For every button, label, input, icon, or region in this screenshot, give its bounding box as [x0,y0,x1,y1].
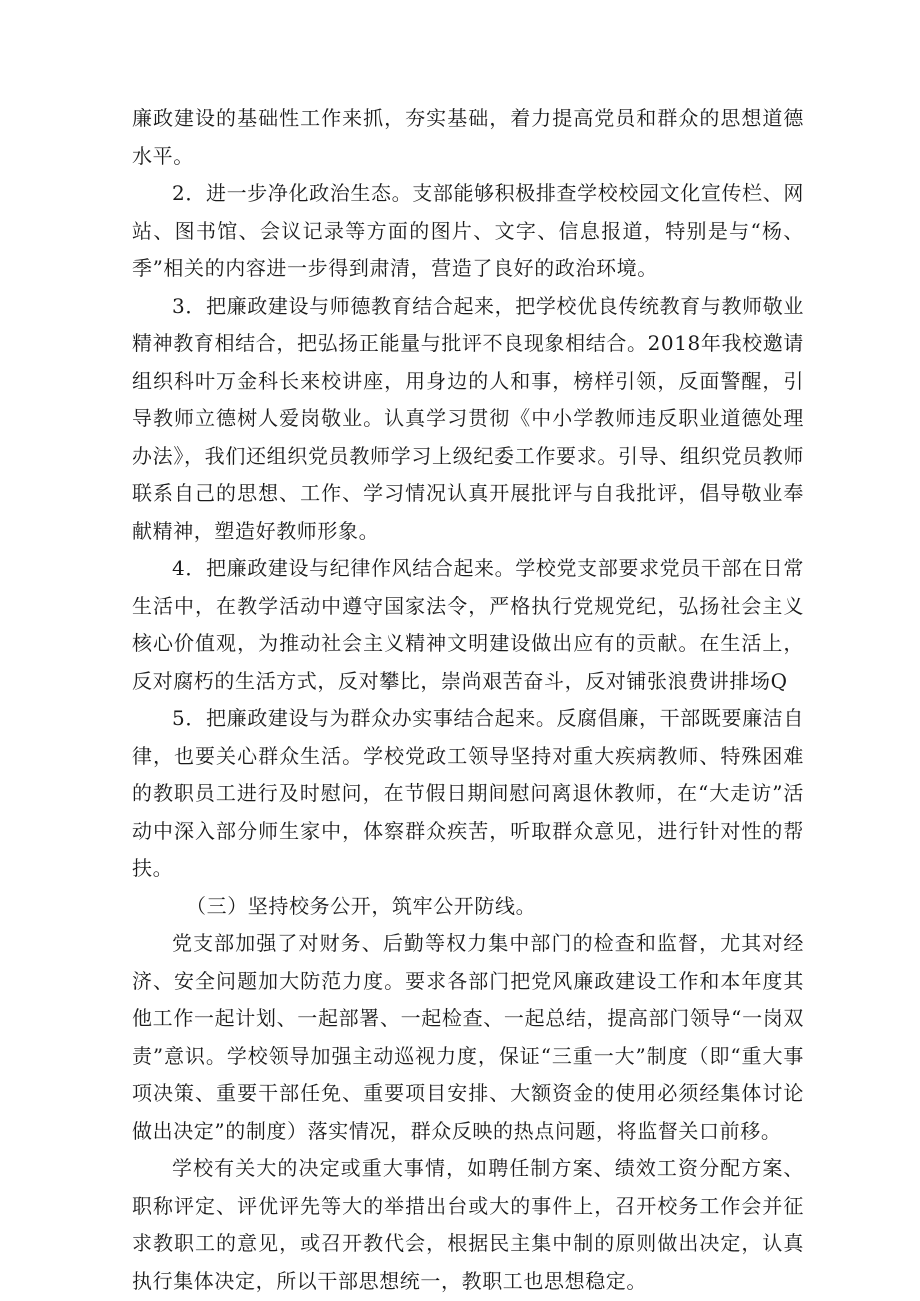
section-heading-3: （三）坚持校务公开，筑牢公开防线。 [186,893,537,918]
paragraph-item-5: 5．把廉政建设与为群众办实事结合起来。反腐倡廉，干部既要廉洁自律，也要关心群众生活。学校党政工领导坚持对重大疾病教师、特殊困难的教职员工进行及时慰问，在节假日期间慰问离退休教师，在“大走访”活动中深入部分师生家中，体察群众疾苦，听取群众意见，进行针对性的帮扶。 [132,706,804,880]
document-body [132,100,804,1300]
paragraph-item-4: 4．把廉政建设与纪律作风结合起来。学校党支部要求党员干部在日常生活中，在教学活动中遵守国家法令，严格执行党规党纪，弘扬社会主义核心价值观，为推动社会主义精神文明建设做出应有的贡献。在生活上，反对腐朽的生活方式，反对攀比，崇尚艰苦奋斗，反对铺张浪费讲排场Q [132,556,804,693]
paragraph-supervision: 党支部加强了对财务、后勤等权力集中部门的检查和监督，尤其对经济、安全问题加大防范力度。要求各部门把党风廉政建设工作和本年度其他工作一起计划、一起部署、一起检查、一起总结，提高部门领导“一岗双责”意识。学校领导加强主动巡视力度，保证“三重一大”制度（即“重大事项决策、重要干部任免、重要项目安排、大额资金的使用必须经集体讨论做出决定”的制度）落实情况，群众反映的热点问题，将监督关口前移。 [132,931,804,1143]
paragraph-continuation: 廉政建设的基础性工作来抓，夯实基础，着力提高党员和群众的思想道德水平。 [132,106,804,168]
paragraph-decisions: 学校有关大的决定或重大事情，如聘任制方案、绩效工资分配方案、职称评定、评优评先等大的举措出台或大的事件上，召开校务工作会并征求教职工的意见，或召开教代会，根据民主集中制的原则做出决定，认真执行集体决定，所以干部思想统一，教职工也思想稳定。 [132,1156,804,1293]
paragraph-item-3: 3．把廉政建设与师德教育结合起来，把学校优良传统教育与教师敬业精神教育相结合，把弘扬正能量与批评不良现象相结合。2018年我校邀请组织科叶万金科长来校讲座，用身边的人和事，榜样引领，反面警醒，引导教师立德树人爱岗敬业。认真学习贯彻《中小学教师违反职业道德处理办法》，我们还组织党员教师学习上级纪委工作要求。引导、组织党员教师联系自己的思想、工作、学习情况认真开展批评与自我批评，倡导敬业奉献精神，塑造好教师形象。 [132,293,804,543]
paragraph-item-2: 2．进一步净化政治生态。支部能够积极排查学校校园文化宣传栏、网站、图书馆、会议记录等方面的图片、文字、信息报道，特别是与“杨、季”相关的内容进一步得到肃清，营造了良好的政治环境。 [132,181,804,280]
